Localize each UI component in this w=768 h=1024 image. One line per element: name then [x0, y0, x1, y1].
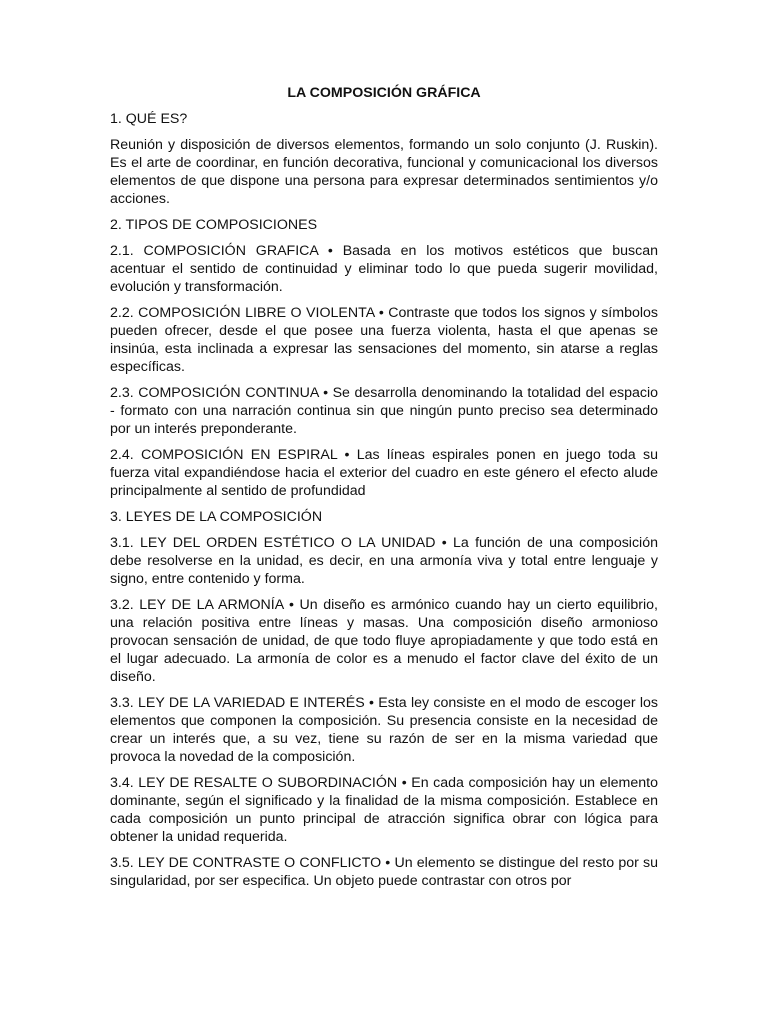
paragraph-composicion-espiral: 2.4. COMPOSICIÓN EN ESPIRAL • Las líneas espirales ponen en juego toda su fuerza vital expandiéndose hacia el exterior del cuadro en este género el efecto alude principalmente al sentido de profundidad [110, 447, 658, 499]
section-heading-tipos: 2. TIPOS DE COMPOSICIONES [110, 217, 318, 233]
paragraph-composicion-continua: 2.3. COMPOSICIÓN CONTINUA • Se desarrolla denominando la totalidad del espacio - formato con una narración continua sin que ningún punto preciso sea determinado por un interés preponderante. [110, 385, 658, 437]
document-title: LA COMPOSICIÓN GRÁFICA [287, 85, 481, 101]
paragraph-definition: Reunión y disposición de diversos elementos, formando un solo conjunto (J. Ruskin). Es el arte de coordinar, en función decorativa, funcional y comunicacional los diversos elementos de que dispone una persona para expresar determinados sentimientos y/o acciones. [110, 137, 658, 207]
paragraph-ley-contraste: 3.5. LEY DE CONTRASTE O CONFLICTO • Un elemento se distingue del resto por su singularidad, por ser especifica. Un objeto puede contrastar con otros por [110, 855, 658, 889]
section-heading-leyes: 3. LEYES DE LA COMPOSICIÓN [110, 509, 323, 525]
paragraph-ley-orden: 3.1. LEY DEL ORDEN ESTÉTICO O LA UNIDAD • La función de una composición debe resolverse en la unidad, es decir, en una armonía viva y total entre lenguaje y signo, entre contenido y forma. [110, 535, 658, 587]
paragraph-composicion-libre: 2.2. COMPOSICIÓN LIBRE O VIOLENTA • Contraste que todos los signos y símbolos pueden ofrecer, desde el que posee una fuerza violenta, hasta el que apenas se insinúa, esta inclinada a expresar las sensaciones del momento, sin atarse a reglas específicas. [110, 305, 658, 375]
paragraph-ley-resalte: 3.4. LEY DE RESALTE O SUBORDINACIÓN • En cada composición hay un elemento dominante, según el significado y la finalidad de la misma composición. Establece en cada composición un punto principal de atracción significa obrar con lógica para obtener la unidad requerida. [110, 775, 658, 845]
paragraph-composicion-grafica: 2.1. COMPOSICIÓN GRAFICA • Basada en los motivos estéticos que buscan acentuar el sentido de continuidad y eliminar todo lo que pueda sugerir movilidad, evolución y transformación. [110, 243, 658, 295]
section-heading-que-es: 1. QUÉ ES? [110, 111, 188, 127]
paragraph-ley-variedad: 3.3. LEY DE LA VARIEDAD E INTERÉS • Esta ley consiste en el modo de escoger los elementos que componen la composición. Su presencia consiste en la necesidad de crear un interés que, a su vez, tiene su razón de ser en la misma variedad que provoca la novedad de la composición. [110, 695, 658, 765]
paragraph-ley-armonia: 3.2. LEY DE LA ARMONÍA • Un diseño es armónico cuando hay un cierto equilibrio, una relación positiva entre líneas y masas. Una composición diseño armonioso provocan sensación de unidad, de que todo fluye apropiadamente y que todo está en el lugar adecuado. La armonía de color es a menudo el factor clave del éxito de un diseño. [110, 597, 658, 685]
